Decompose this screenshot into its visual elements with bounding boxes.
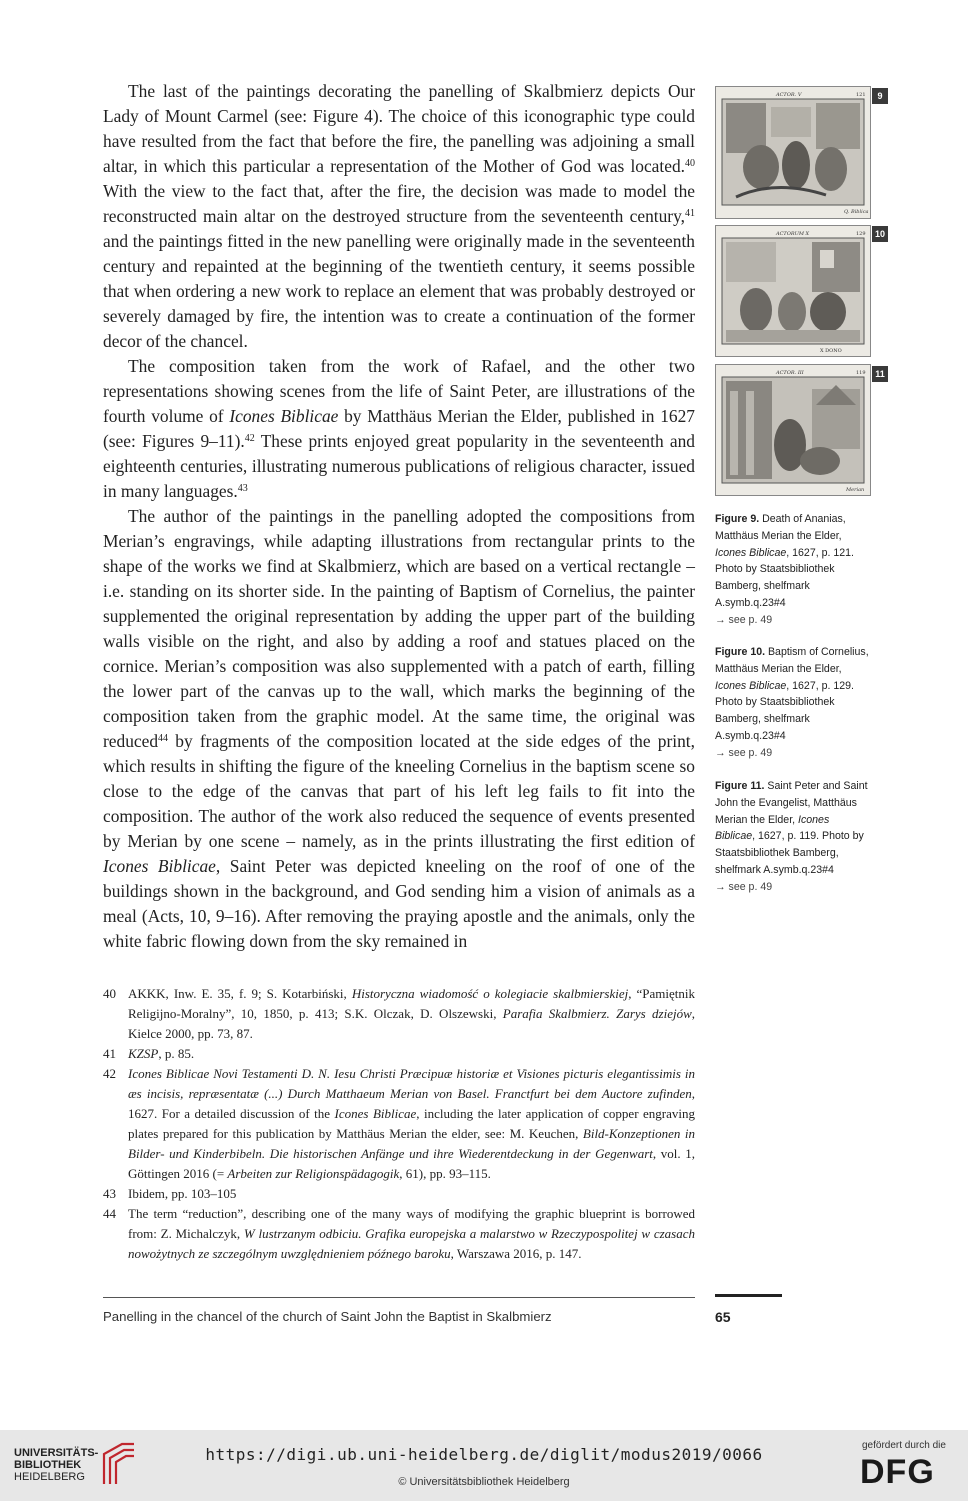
footnote-text: , Kielce 2000, pp. 73, 87. — [128, 1006, 695, 1041]
figure-10-caption: Figure 10. Baptism of Cornelius, Matthäus Merian the Elder, Icones Biblicae, 1627, p. 129. Photo by Staatsbibliothek Bamberg, shelfmark A.symb.q.23#4 → see p. 49 — [715, 646, 869, 759]
figure-11-number: 11 — [872, 366, 888, 382]
footer-rule — [103, 1297, 695, 1298]
footnotes — [103, 984, 695, 1264]
footnote-text: KZSP — [128, 1046, 159, 1061]
footnote-text: W lustrzanym odbiciu. Grafika europejska a malarstwo w Rzeczypospolitej w czasach nowożytnych ze szczególnym uwzględnieniem późnego baroku — [128, 1226, 696, 1261]
ub-heidelberg-logo[interactable]: UNIVERSITÄTS- BIBLIOTHEK HEIDELBERG — [14, 1447, 99, 1483]
dfg-funding-note: gefördert durch die — [862, 1440, 946, 1451]
svg-text:121: 121 — [856, 92, 866, 98]
figure-11-see-link[interactable]: → see p. 49 — [715, 880, 773, 893]
engraving-plate-9 — [716, 87, 870, 218]
footnote-ref-40[interactable]: 40 — [685, 158, 695, 169]
svg-text:129: 129 — [856, 231, 866, 237]
copyright-notice: © Universitätsbibliothek Heidelberg — [398, 1476, 570, 1488]
footnote-text: , 1627. For a detailed discussion of the — [128, 1086, 695, 1121]
footnote-text: Icones Biblicae — [334, 1106, 417, 1121]
page-number: 65 — [715, 1309, 731, 1325]
footnote-text: Arbeiten zur Religionspädagogik — [227, 1166, 400, 1181]
footnote-text: , Warszawa 2016, p. 147. — [450, 1246, 582, 1261]
footer-rule-accent — [715, 1294, 782, 1297]
page-url-link[interactable]: https://digi.ub.uni-heidelberg.de/diglit/modus2019/0066 — [205, 1445, 763, 1464]
paragraph-1: The last of the paintings decorating the panelling of Skalbmierz depicts Our Lady of Mount Carmel (see: Figure 4). The choice of this iconographic type could have resulted from the fact that before the fire, the panelling was adjoining a small altar, in which this particular a representation of the Mother of God was located.$^{40}$ With the view to the fact that, after the fire, the decision was made to model the reconstructed main altar on the destroyed structure from the seventeenth century,$^{41}$ and the paintings fitted in the new panelling were originally made in the seventeenth century and repainted at the beginning of the twentieth century, it seems possible that when ordering a new work to replace an element that was probably destroyed or severely damaged by fire, the intention was to create a continuation of the former decor of the chancel. — [103, 81, 695, 351]
svg-text:ACTORUM X: ACTORUM X — [776, 231, 810, 237]
svg-text:Merian: Merian — [846, 487, 865, 493]
footnote-text: The term “reduction”, describing one of the many ways of modifying the graphic blueprint is borrowed from: Z. Michalczyk, — [128, 1206, 695, 1241]
svg-text:X DONO: X DONO — [820, 348, 842, 354]
svg-text:Q. Biblica: Q. Biblica — [844, 209, 869, 215]
engraving-plate-11 — [716, 365, 870, 495]
footnote-text: , 61), pp. 93–115. — [399, 1166, 491, 1181]
paragraph-3: The author of the paintings in the panelling adopted the compositions from Merian’s engravings, while adapting illustrations from rectangular prints to the shape of the works we find at Skalbmierz, which are based on a vertical rectangle – i.e. standing on its shorter side. In the painting of Baptism of Cornelius, the painter supplemented the original representation by adding the upper part of the building walls visible on the right, and also by adding a roof and statues placed on the cornice. Merian’s composition was also supplemented with a patch of earth, filling the lower part of the canvas up to the wall, which marks the beginning of the composition taken from the graphic model. At the same time, the original was reduced$^{44}$ by fragments of the composition located at the side edges of the print, which results in shifting the figure of the kneeling Cornelius in the baptism scene so close to the edge of the canvas that part of his left leg fails to fit into the composition. The author of the work also reduced the sequence of events presented by Merian by one scene – namely, as in the prints illustrating the first edition of Icones Biblicae, Saint Peter was depicted kneeling on the roof of one of the buildings shown in the background, and God sending him a vision of animals as a meal (Acts, 10, 9–16). After removing the praying apostle and the animals, only the white fabric flowing down from the sky remained in — [103, 506, 695, 951]
footnote-40 — [103, 984, 695, 1044]
footnote-text: AKKK, Inw. E. 35, f. 9; S. Kotarbiński, — [128, 986, 352, 1001]
figure-9-see-link[interactable]: → see p. 49 — [715, 613, 773, 626]
footnote-ref-42[interactable]: 42 — [244, 433, 255, 444]
footnote-text: Bild-Konzeptionen in Bilder- und Kinderbibeln. Die historischen Anfänge und ihre Wiederentdeckung in der Gegenwart — [128, 1126, 696, 1161]
main-text-column — [103, 79, 695, 954]
footnote-text: Parafia Skalbmierz. Zarys dziejów — [502, 1006, 692, 1021]
footnote-43 — [103, 1184, 695, 1204]
figure-9-caption: Figure 9. Death of Ananias, Matthäus Merian the Elder, Icones Biblicae, 1627, p. 121. Photo by Staatsbibliothek Bamberg, shelfmark A.symb.q.23#4 → see p. 49 — [715, 513, 855, 626]
footnote-text: , “Pamiętnik Religijno-Moralny”, 10, 1850, p. 413; S.K. Olczak, D. Olszewski, — [128, 986, 696, 1021]
footnote-ref-43[interactable]: 43 — [237, 483, 248, 494]
figure-9-number: 9 — [872, 88, 888, 104]
footnote-text: , p. 85. — [158, 1046, 195, 1061]
engraving-plate-10 — [716, 226, 870, 356]
footnote-text: Historyczna wiadomość o kolegiacie skalbmierskiej — [351, 986, 629, 1001]
footnote-44 — [103, 1204, 695, 1264]
footnote-number: 44 — [103, 1206, 116, 1221]
footnote-text: Ibidem, pp. 103–105 — [128, 1186, 237, 1201]
figure-11-caption: Figure 11. Saint Peter and Saint John the Evangelist, Matthäus Merian the Elder, Icones Biblicae, 1627, p. 119. Photo by Staatsbibliothek Bamberg, shelfmark A.symb.q.23#4 → see p. 49 — [715, 780, 868, 893]
footnote-number: 41 — [103, 1046, 116, 1061]
footnote-text: Icones Biblicae Novi Testamenti D. N. Iesu Christi Præcipuæ historiæ et Visiones picturis elegantissimis in æs incisis, repræsentatæ (...) Durch Matthaeum Merian von Basel. Franctfurt bei dem Auctore zufinden — [128, 1066, 695, 1101]
paragraph-2: The composition taken from the work of Rafael, and the other two representations showing scenes from the life of Saint Peter, are illustrations of the fourth volume of Icones Biblicae by Matthäus Merian the Elder, published in 1627 (see: Figures 9–11).$^{42}$ These prints enjoyed great popularity in the seventeenth and eighteenth centuries, illustrating numerous publications of religious character, issued in many languages.$^{43}$ — [103, 356, 695, 501]
svg-text:119: 119 — [856, 370, 866, 376]
figure-10-image[interactable] — [715, 225, 871, 357]
footnote-text: , including the later application of copper engraving plates prepared for this publication by Matthäus Merian the elder, see: M. Keuchen, — [128, 1106, 695, 1141]
figure-10-number: 10 — [872, 226, 888, 242]
dfg-logo[interactable]: DFG — [860, 1453, 935, 1491]
footnote-41 — [103, 1044, 695, 1064]
svg-text:ACTOR. V: ACTOR. V — [776, 92, 802, 98]
running-title: Panelling in the chancel of the church of Saint John the Baptist in Skalbmierz — [103, 1309, 552, 1324]
footnote-text: , vol. 1, Göttingen 2016 (= — [128, 1146, 695, 1181]
footnote-42 — [103, 1064, 695, 1184]
figure-10-see-link[interactable]: → see p. 49 — [715, 746, 773, 759]
footnote-ref-41[interactable]: 41 — [685, 208, 695, 219]
footnote-ref-44[interactable]: 44 — [158, 733, 169, 744]
svg-text:ACTOR. III: ACTOR. III — [776, 370, 804, 376]
viewer-footer-bar — [0, 1430, 968, 1501]
figure-11-image[interactable] — [715, 364, 871, 496]
footnote-number: 40 — [103, 986, 116, 1001]
figure-9-image[interactable] — [715, 86, 871, 219]
footnote-number: 42 — [103, 1066, 116, 1081]
footnote-number: 43 — [103, 1186, 116, 1201]
